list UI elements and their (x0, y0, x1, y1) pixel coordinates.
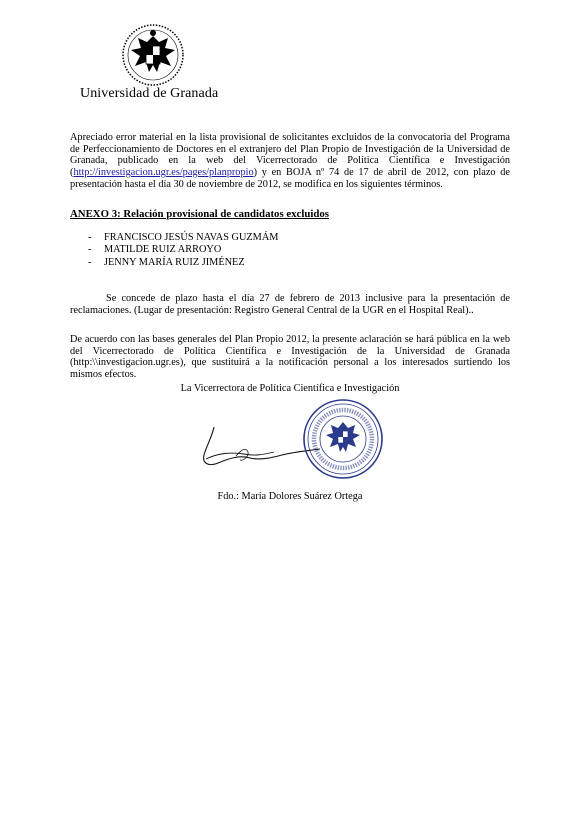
list-bullet: - (88, 232, 92, 243)
list-bullet: - (88, 256, 92, 268)
intro-text-end: ) y en BOJA nº 74 de 17 de abril de 2012, con plazo de presentación hasta el día 30 de noviembre de 2012, se modifica en los siguientes términos. (70, 167, 510, 190)
university-coat-of-arms-icon (118, 22, 188, 88)
intro-paragraph (70, 132, 510, 191)
list-item (88, 257, 278, 269)
candidate-name: JENNY MARÍA RUIZ JIMÉNEZ (104, 256, 245, 268)
excluded-candidates-list (88, 232, 278, 269)
candidate-name: FRANCISCO JESÚS NAVAS GUZMÁM (104, 232, 279, 243)
list-item (88, 244, 278, 256)
list-item (88, 232, 278, 244)
publication-paragraph: De acuerdo con las bases generales del Plan Propio 2012, la presente aclaración se hará pública en la web del Vicerrectorado de Política Científica e Investigación de la Universidad de Granada (http:\\investigacion.ugr.es), que sustituirá a la notificación personal a los interesados surtiendo los mismos efectos. (70, 334, 510, 381)
intro-text-start: Apreciado error material en la lista provisional de solicitantes excluidos de la convocatoria del Programa de Perfeccionamiento de Doctores en el extranjero del Plan Propio de Investigación de la Universidad de Granada, publicado en la web del Vicerrectorado de Política Científica e Investigación ( (70, 132, 510, 179)
signer-title: La Vicerrectora de Política Científica e Investigación (180, 383, 400, 394)
candidate-name: MATILDE RUIZ ARROYO (104, 244, 222, 256)
signer-name: Fdo.: María Dolores Suárez Ortega (217, 491, 363, 502)
official-seal-icon (302, 398, 384, 480)
list-bullet: - (88, 244, 92, 256)
planpropio-link[interactable]: http://investigacion.ugr.es/pages/planpropio (73, 167, 254, 179)
annex-title: ANEXO 3: Relación provisional de candidatos excluidos (70, 208, 329, 220)
university-name: Universidad de Granada (80, 86, 219, 101)
deadline-paragraph: Se concede de plazo hasta el día 27 de febrero de 2013 inclusive para la presentación de reclamaciones. (Lugar de presentación: Registro General Central de la UGR en el Hospital Real).. (70, 293, 510, 316)
